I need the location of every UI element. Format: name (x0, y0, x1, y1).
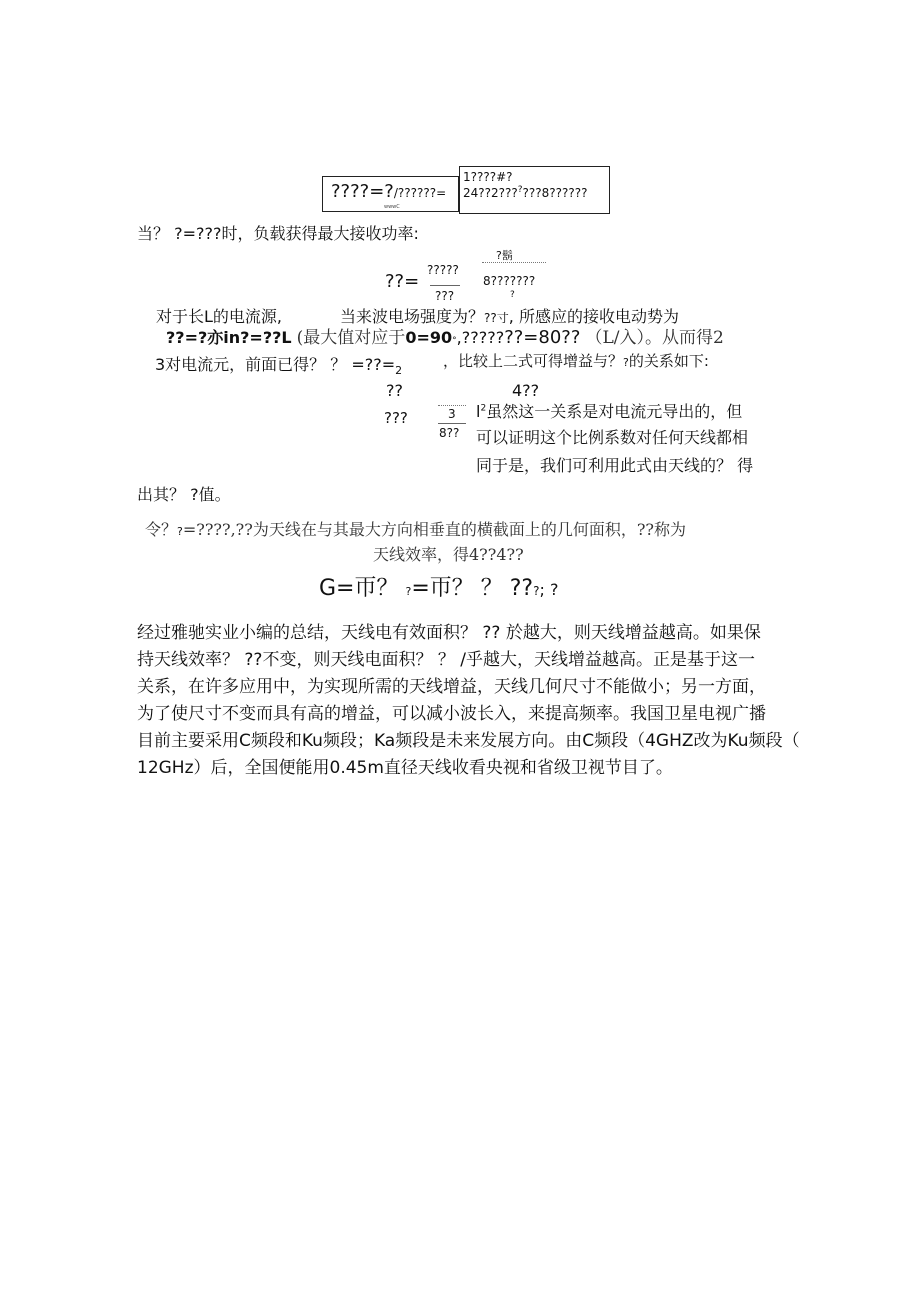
formula1-tiny: wwwC (384, 204, 400, 210)
line-eff: 天线效率，得4??4?? (373, 545, 524, 564)
formula-g-small2: ? (533, 584, 540, 598)
line-emf-formula: ????? (461, 328, 505, 347)
line-compare-part2: ，比较上二式可得增益与？ (443, 352, 624, 370)
paragraph-line-1: 经过雅驰实业小编的总结，天线电有效面积？ ?? 於越大，则天线增益越高。如果保 (137, 623, 761, 643)
line-emf (166, 329, 724, 347)
line-compare-part3: 的关系如下: (628, 352, 709, 370)
line-max-power: 当？ ?=???时，负载获得最大接收功率: (137, 224, 419, 243)
final-paragraph (137, 620, 800, 782)
formula1-left-text: ????=? (331, 181, 394, 202)
formula3-b: 4?? (512, 381, 540, 400)
line-compare-sub: 2 (395, 364, 403, 378)
formula3-den: 8?? (439, 426, 460, 440)
formula2-den-left: ??? (435, 289, 455, 303)
line-emf-bold: ??=?亦in?=??L (166, 328, 292, 347)
paragraph-line-5: 目前主要采用C频段和Ku频段；Ka频段是未来发展方向。由C频段（4GHZ改为Ku频段（ (137, 731, 800, 751)
line-compare-sub2: ? (623, 356, 629, 369)
wrapped-line2: 可以证明这个比例系数对任何天线都相 (476, 428, 749, 447)
formula2-num-left: ????? (427, 263, 459, 277)
line-emf-unit: （L/入）。从而得2 (585, 328, 724, 348)
formula2-num-right: 8??????? (483, 274, 536, 288)
formula1-box-line2-b: ???8?????? (522, 186, 588, 200)
line-compare-right (443, 354, 709, 369)
line-let (145, 522, 686, 538)
paragraph-line-6: 12GHz）后，全国便能用0.45m直径天线收看央视和省级卫视节目了。 (137, 758, 673, 778)
formula-g-text3: ; ? (539, 580, 559, 599)
formula3-bar (438, 423, 466, 424)
formula-g-small1: ? (405, 585, 412, 598)
line-value: 出其？ ?值。 (137, 485, 231, 504)
line-source-part1: 对于长L的电流源, (156, 307, 283, 326)
paragraph-line-2: 持天线效率？ ??不变，则天线电面积？ ？ /乎越大，天线增益越高。正是基于这一 (137, 650, 755, 670)
formula1-left (331, 183, 446, 201)
wrapped-line1-prefix: l (476, 402, 481, 421)
formula3-top-rule (438, 405, 466, 406)
formula2-top-rule (482, 262, 546, 263)
line-emf-eq: ??=80?? (504, 327, 581, 348)
paragraph-line-4: 为了使尺寸不变而具有高的增益，可以减小波长入，来提高频率。我国卫星电视广播 (137, 704, 766, 724)
formula2-lhs: ??= (385, 271, 420, 292)
line-emf-deg: ° (452, 336, 457, 346)
wrapped-line3: 同于是，我们可利用此式由天线的？ 得 (476, 456, 754, 475)
paragraph-line-3: 关系，在许多应用中，为实现所需的天线增益，天线几何尺寸不能做小；另一方面， (137, 677, 766, 697)
formula3-a: ?? (386, 381, 403, 400)
line-source-part2-text: 当来波电场强度为？ (340, 307, 485, 326)
line-emf-comma: , (456, 328, 462, 347)
formula-g-text: G=帀？ (319, 576, 406, 601)
formula3-c: ??? (384, 409, 408, 427)
wrapped-line1 (476, 404, 742, 420)
formula-g (319, 578, 558, 600)
line-let-small: ? (177, 525, 183, 538)
formula2-den-right: ? (510, 290, 515, 300)
line-let-part1: 令？ (145, 520, 178, 539)
line-emf-theta: 0=90 (405, 328, 453, 347)
formula1-box-sup: ? (517, 185, 523, 195)
wrapped-line1-text: 虽然这一关系是对电流元导出的，但 (486, 402, 743, 421)
formula2-top-right: ?鬍 (496, 249, 513, 262)
formula1-box-line2-a: 24??2??? (463, 186, 518, 200)
line-compare-part1: 3对电流元，前面已得？ ？ =??= (155, 355, 396, 374)
line-compare (155, 357, 402, 376)
line-source-part2-small: ??寸 (484, 311, 509, 325)
formula1-mid-text: /??????= (393, 186, 447, 200)
formula1-box-line1: 1????#? (463, 170, 513, 184)
line-source-part2 (340, 309, 679, 325)
wrapped-line1-sup: 2 (480, 403, 487, 414)
formula1-box-line2 (463, 186, 588, 199)
line-let-part2: =????,??为天线在与其最大方向相垂直的横截面上的几何面积，??称为 (182, 520, 686, 539)
formula2-bar-left (430, 285, 460, 286)
line-emf-paren: (最大值对应于 (296, 328, 406, 348)
line-source-part3: , 所感应的接收电动势为 (508, 307, 679, 326)
formula3-num: 3 (448, 407, 456, 421)
formula-g-text2: =帀？ ？ ?? (411, 576, 534, 601)
